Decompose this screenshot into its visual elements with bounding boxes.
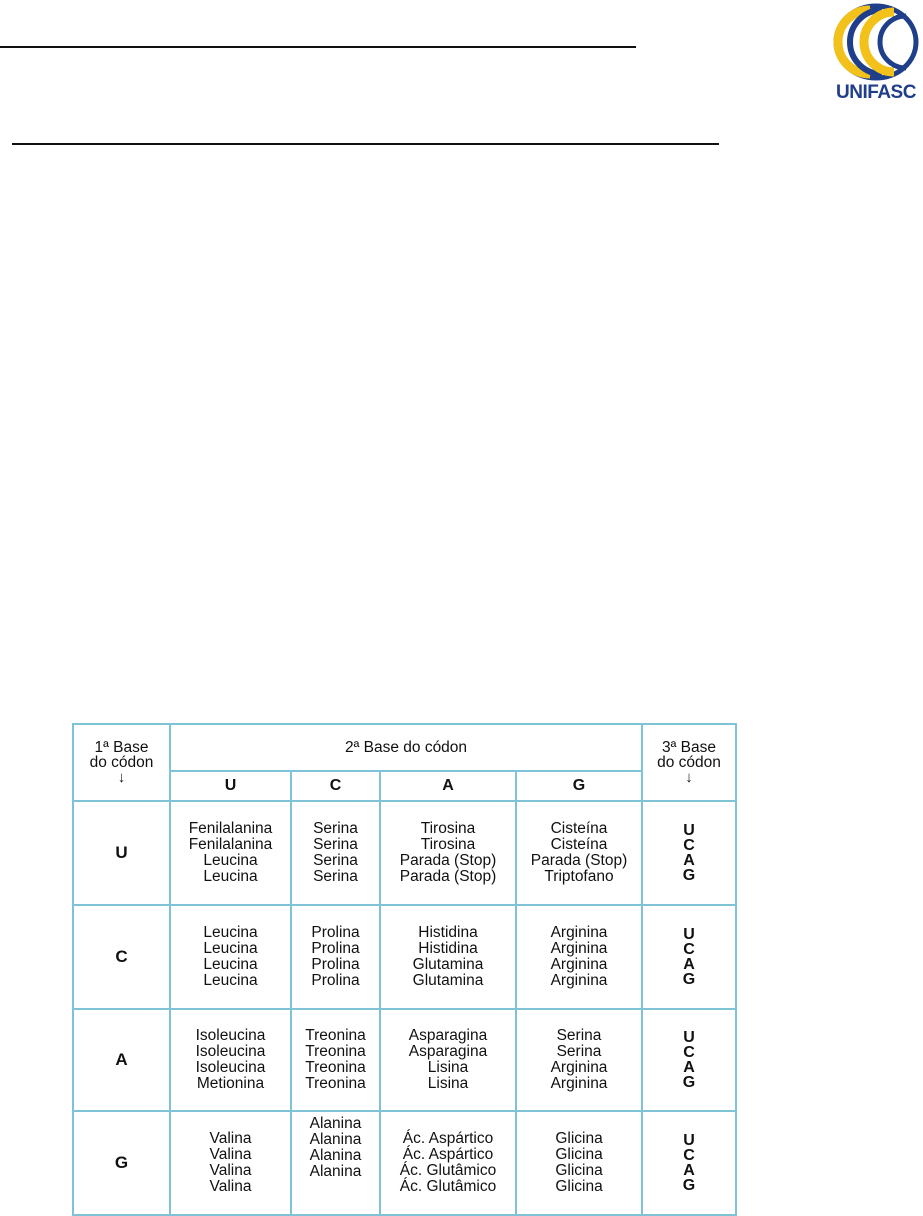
amino-acid-cell: Histidina Histidina Glutamina Glutamina <box>380 905 516 1009</box>
first-base-cell: A <box>73 1009 170 1111</box>
amino-acid-cell: Fenilalanina Fenilalanina Leucina Leucina <box>170 801 291 905</box>
arrow-down-icon: ↓ <box>685 768 693 786</box>
second-base-header: 2ª Base do códon <box>170 724 642 771</box>
amino-acid-cell: Leucina Leucina Leucina Leucina <box>170 905 291 1009</box>
first-base-cell: G <box>73 1111 170 1215</box>
amino-acid-cell: Isoleucina Isoleucina Isoleucina Metionina <box>170 1009 291 1111</box>
table-row <box>73 1009 736 1111</box>
third-base-cell: U C A G <box>642 1009 736 1111</box>
header-rule-bottom <box>12 143 719 145</box>
amino-acid-cell: Tirosina Tirosina Parada (Stop) Parada (Stop) <box>380 801 516 905</box>
amino-acid-cell: Treonina Treonina Treonina Treonina <box>291 1009 380 1111</box>
amino-acid-cell: Valina Valina Valina Valina <box>170 1111 291 1215</box>
amino-acid-cell: Serina Serina Arginina Arginina <box>516 1009 642 1111</box>
third-base-cell: U C A G <box>642 801 736 905</box>
second-base-u: U <box>170 771 291 801</box>
first-base-cell: U <box>73 801 170 905</box>
amino-acid-cell: Glicina Glicina Glicina Glicina <box>516 1111 642 1215</box>
table-row <box>73 1111 736 1215</box>
second-base-g: G <box>516 771 642 801</box>
amino-acid-cell: Alanina Alanina Alanina Alanina <box>291 1111 380 1215</box>
amino-acid-cell: Ác. Aspártico Ác. Aspártico Ác. Glutâmico Ác. Glutâmico <box>380 1111 516 1215</box>
third-base-cell: U C A G <box>642 1111 736 1215</box>
genetic-code-table <box>72 723 737 1216</box>
header-rule-top <box>0 46 636 48</box>
second-base-c: C <box>291 771 380 801</box>
logo-rings-icon <box>830 2 922 84</box>
amino-acid-cell: Arginina Arginina Arginina Arginina <box>516 905 642 1009</box>
third-base-header: 3ª Base do códon ↓ <box>642 724 736 801</box>
amino-acid-cell: Cisteína Cisteína Parada (Stop) Triptofano <box>516 801 642 905</box>
logo-wordmark: UNIFASC <box>836 82 916 103</box>
arrow-down-icon: ↓ <box>117 768 126 786</box>
amino-acid-cell: Prolina Prolina Prolina Prolina <box>291 905 380 1009</box>
first-base-header: 1ª Base do códon ↓ <box>73 724 170 801</box>
unifasc-logo <box>830 2 922 104</box>
first-base-cell: C <box>73 905 170 1009</box>
amino-acid-cell: Serina Serina Serina Serina <box>291 801 380 905</box>
third-base-cell: U C A G <box>642 905 736 1009</box>
table-row <box>73 905 736 1009</box>
second-base-a: A <box>380 771 516 801</box>
amino-acid-cell: Asparagina Asparagina Lisina Lisina <box>380 1009 516 1111</box>
table-row <box>73 801 736 905</box>
